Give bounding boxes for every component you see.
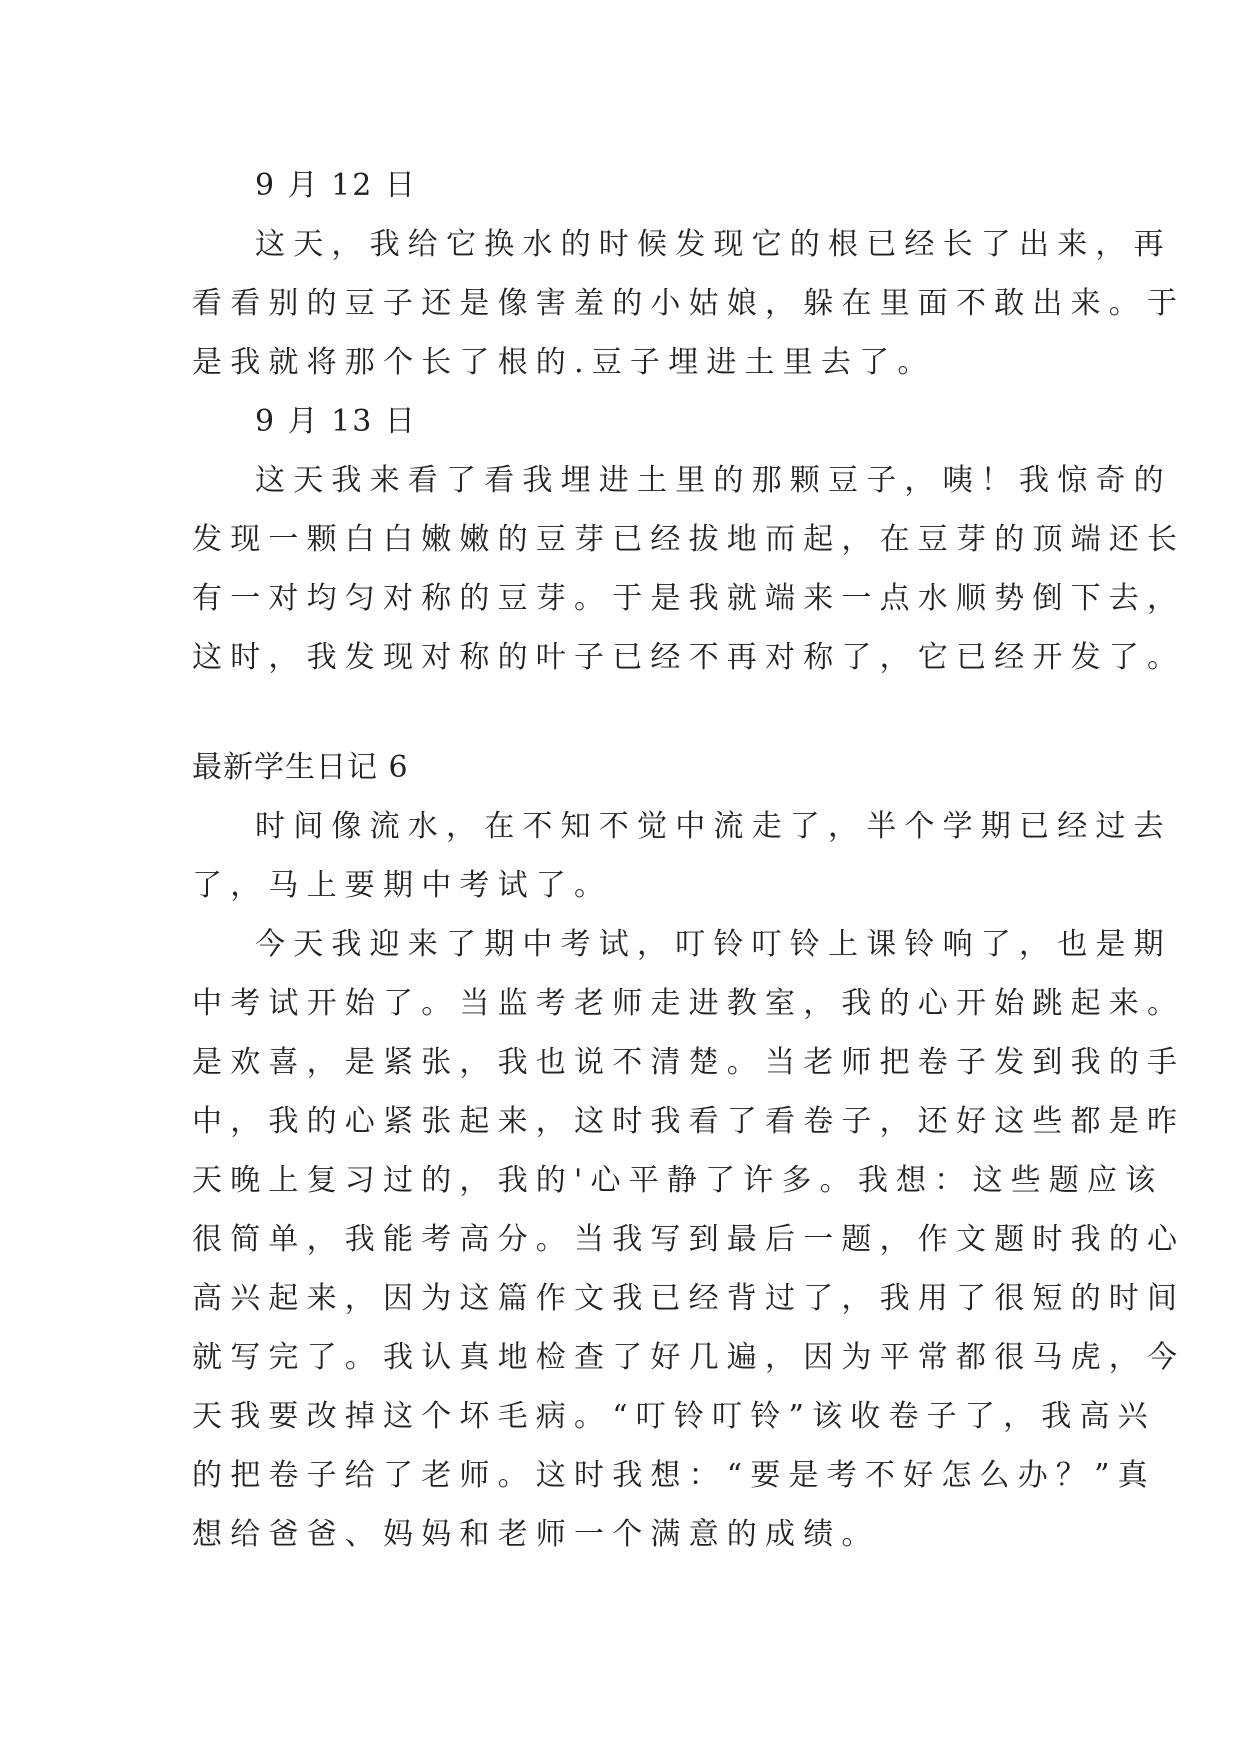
paragraph-line: 是我就将那个长了根的.豆子埋进土里去了。	[192, 345, 936, 380]
paragraph-line: 的把卷子给了老师。这时我想：“要是考不好怎么办？”真	[192, 1458, 1156, 1493]
paragraph-line: 中，我的心紧张起来，这时我看了看卷子，还好这些都是昨	[192, 1104, 1186, 1139]
paragraph-line: 很简单，我能考高分。当我写到最后一题，作文题时我的心	[192, 1222, 1186, 1257]
section-heading: 最新学生日记 6	[192, 750, 409, 785]
paragraph-line: 这天，我给它换水的时候发现它的根已经长了出来，再	[255, 227, 1172, 262]
paragraph-line: 高兴起来，因为这篇作文我已经背过了，我用了很短的时间	[192, 1281, 1186, 1316]
paragraph-line: 发现一颗白白嫩嫩的豆芽已经拔地而起，在豆芽的顶端还长	[192, 522, 1186, 557]
paragraph-line: 有一对均匀对称的豆芽。于是我就端来一点水顺势倒下去，	[192, 581, 1186, 616]
paragraph-line: 想给爸爸、妈妈和老师一个满意的成绩。	[192, 1517, 880, 1552]
diary-date: 9 月 13 日	[255, 404, 417, 439]
paragraph-line: 中考试开始了。当监考老师走进教室，我的心开始跳起来。	[192, 986, 1186, 1021]
paragraph-line: 了，马上要期中考试了。	[192, 868, 613, 903]
paragraph-line: 天我要改掉这个坏毛病。“叮铃叮铃”该收卷子了，我高兴	[192, 1399, 1156, 1434]
diary-date: 9 月 12 日	[255, 168, 417, 203]
paragraph-line: 这时，我发现对称的叶子已经不再对称了，它已经开发了。	[192, 640, 1186, 675]
paragraph-line: 就写完了。我认真地检查了好几遍，因为平常都很马虎，今	[192, 1340, 1186, 1375]
paragraph-line: 时间像流水，在不知不觉中流走了，半个学期已经过去	[255, 809, 1172, 844]
paragraph-line: 看看别的豆子还是像害羞的小姑娘，躲在里面不敢出来。于	[192, 286, 1186, 321]
paragraph-line: 这天我来看了看我埋进土里的那颗豆子，咦！我惊奇的	[255, 463, 1172, 498]
paragraph-line: 天晚上复习过的，我的'心平静了许多。我想：这些题应该	[192, 1163, 1164, 1198]
paragraph-line: 是欢喜，是紧张，我也说不清楚。当老师把卷子发到我的手	[192, 1045, 1186, 1080]
paragraph-line: 今天我迎来了期中考试，叮铃叮铃上课铃响了，也是期	[255, 927, 1172, 962]
